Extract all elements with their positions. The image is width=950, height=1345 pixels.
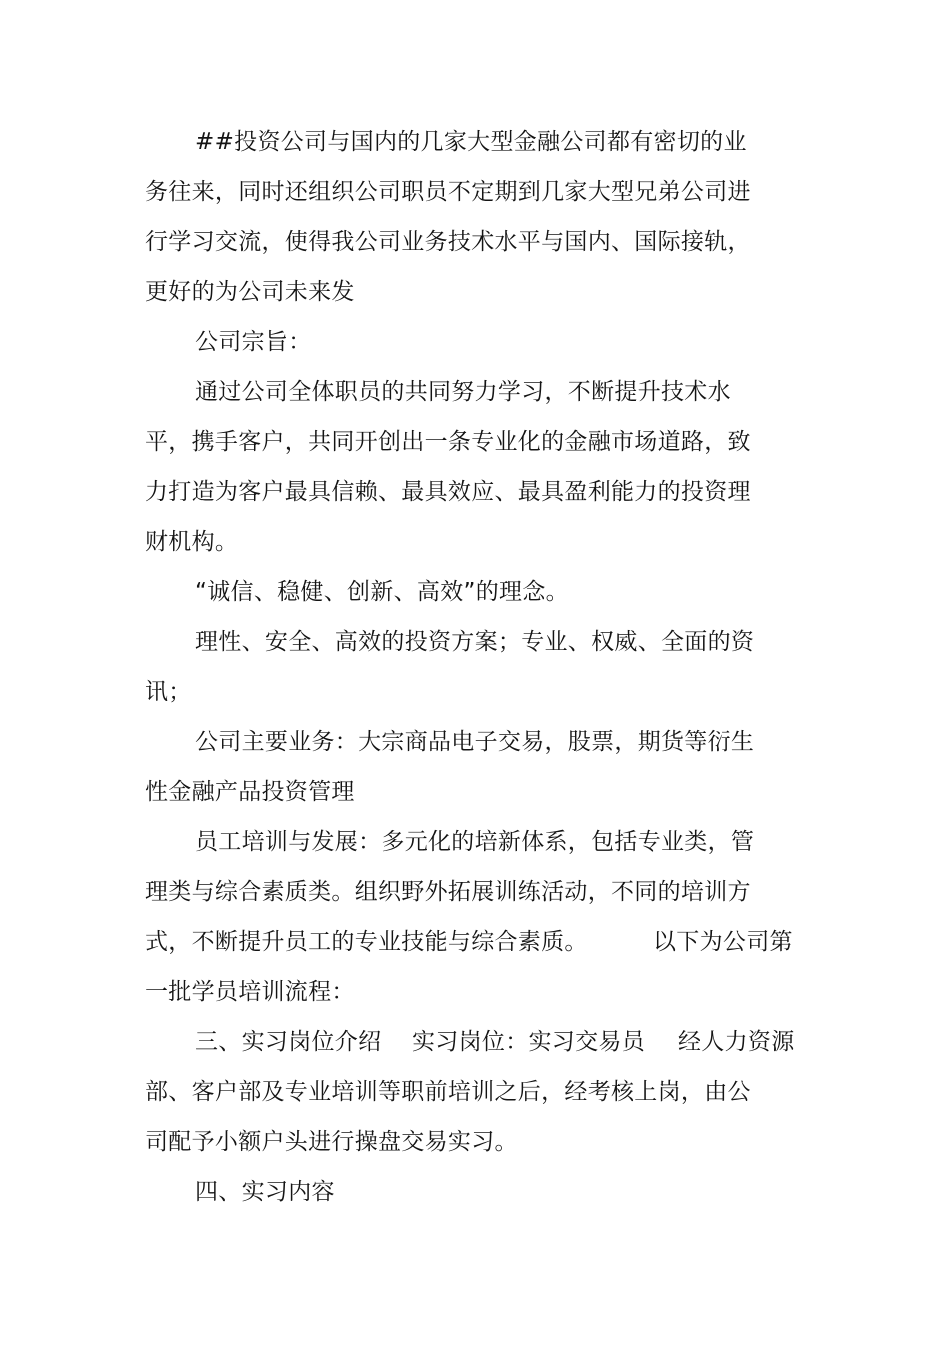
paragraph-line: 行学习交流，使得我公司业务技术水平与国内、国际接轨，: [145, 229, 751, 255]
paragraph-line: 平，携手客户，共同开创出一条专业化的金融市场道路，致: [145, 429, 751, 455]
section-heading: 公司宗旨：: [195, 329, 312, 355]
paragraph-line: 更好的为公司未来发: [145, 279, 355, 305]
paragraph-line: 经人力资源: [678, 1029, 795, 1055]
section-heading: 三、实习岗位介绍: [195, 1029, 382, 1055]
paragraph-line: 司配予小额户头进行操盘交易实习。: [145, 1129, 518, 1155]
paragraph-line: 通过公司全体职员的共同努力学习，不断提升技术水: [195, 379, 731, 405]
paragraph-line: 性金融产品投资管理: [145, 779, 355, 805]
section-heading: 四、实习内容: [195, 1179, 335, 1205]
paragraph-line: 力打造为客户最具信赖、最具效应、最具盈利能力的投资理: [145, 479, 751, 505]
paragraph-line: 部、客户部及专业培训等职前培训之后，经考核上岗，由公: [145, 1079, 751, 1105]
paragraph-line: 理类与综合素质类。组织野外拓展训练活动，不同的培训方: [145, 879, 751, 905]
paragraph-line: 讯；: [145, 679, 192, 705]
paragraph-line: 理性、安全、高效的投资方案；专业、权威、全面的资: [195, 629, 755, 655]
paragraph-line: 实习岗位：实习交易员: [412, 1029, 645, 1055]
paragraph-line: 以下为公司第: [653, 929, 793, 955]
paragraph-line: 务往来，同时还组织公司职员不定期到几家大型兄弟公司进: [145, 179, 751, 205]
paragraph-line: 财机构。: [145, 529, 239, 555]
paragraph-line: ##投资公司与国内的几家大型金融公司都有密切的业: [195, 129, 747, 155]
paragraph-line: 公司主要业务：大宗商品电子交易，股票，期货等衍生: [195, 729, 755, 755]
paragraph-line: 一批学员培训流程：: [145, 979, 355, 1005]
paragraph-line: “诚信、稳健、创新、高效”的理念。: [195, 579, 569, 605]
paragraph-line: 员工培训与发展：多元化的培新体系，包括专业类，管: [195, 829, 755, 855]
paragraph-line: 式，不断提升员工的专业技能与综合素质。: [145, 929, 588, 955]
